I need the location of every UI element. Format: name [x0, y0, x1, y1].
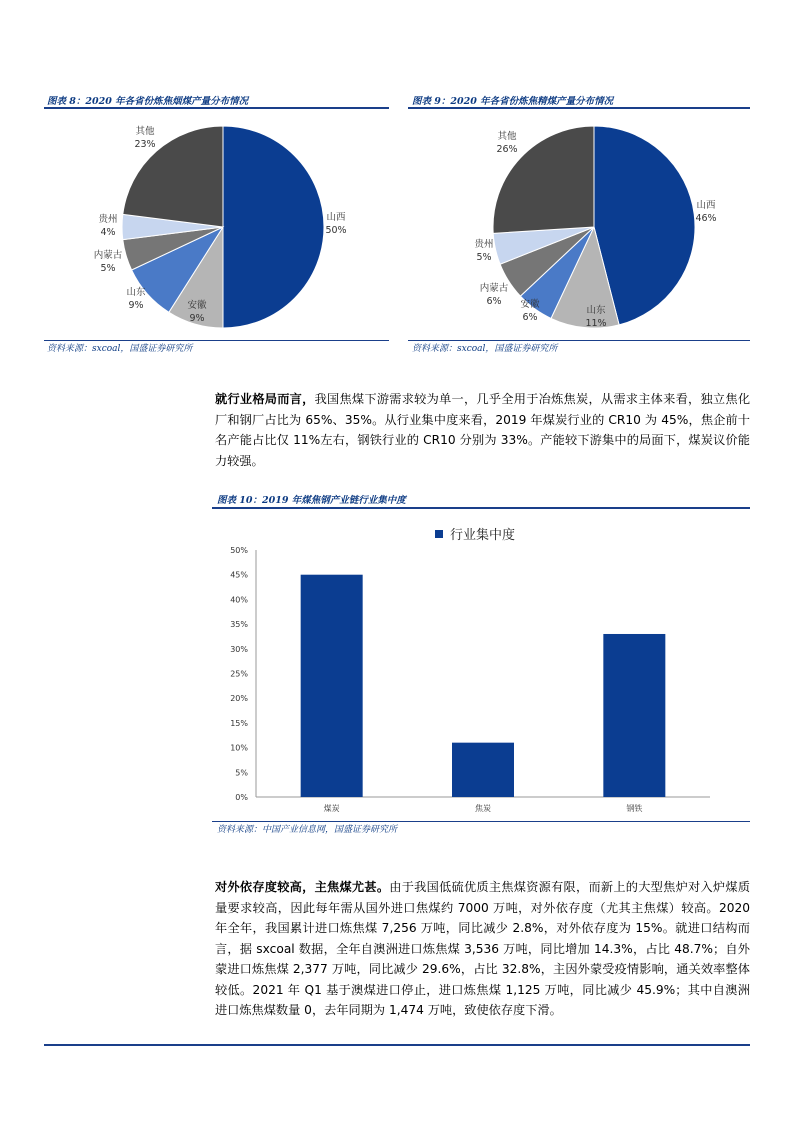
pie-slice-name-label: 内蒙古	[93, 250, 123, 261]
pie-slice	[223, 126, 324, 328]
figure-8-top-rule	[44, 107, 389, 109]
pie-slice-name-label: 其他	[135, 126, 155, 137]
y-tick-label: 25%	[230, 669, 248, 679]
y-tick-label: 15%	[230, 718, 248, 728]
y-tick-label: 0%	[235, 793, 248, 802]
pie-slice-name-label: 山西	[696, 200, 716, 211]
pie-slice-name-label: 贵州	[474, 239, 494, 250]
figure-9-title: 图表 9：2020 年各省份炼焦精煤产量分布情况	[412, 96, 614, 107]
pie-slice	[493, 126, 594, 233]
bar	[301, 575, 363, 797]
y-tick-label: 45%	[230, 570, 248, 580]
figure-9-top-rule	[408, 107, 750, 109]
paragraph-import-dependence	[215, 877, 750, 1021]
pie-slice-value-label: 6%	[522, 312, 538, 323]
pie-slice-value-label: 23%	[134, 139, 156, 150]
pie-chart-2	[408, 110, 750, 340]
pie-slice-name-label: 山西	[326, 212, 346, 223]
pie-slice-value-label: 9%	[128, 300, 144, 311]
pie-slice-name-label: 山东	[126, 287, 146, 298]
pie-slice-name-label: 安徽	[520, 299, 540, 310]
pie-slice-name-label: 山东	[586, 305, 606, 316]
y-tick-label: 30%	[230, 644, 248, 654]
pie-slice-name-label: 安徽	[187, 300, 207, 311]
pie-slice-value-label: 6%	[486, 296, 502, 307]
footer-rule	[44, 1044, 750, 1046]
x-tick-label: 焦炭	[475, 804, 491, 813]
figure-10-title: 图表 10：2019 年煤焦钢产业链行业集中度	[217, 495, 406, 506]
pie-chart-1	[44, 110, 389, 340]
pie-slice-name-label: 贵州	[98, 214, 118, 225]
pie-slice-value-label: 26%	[496, 144, 518, 155]
figure-9-source: 资料来源：sxcoal，国盛证券研究所	[412, 344, 558, 354]
y-tick-label: 10%	[230, 743, 248, 753]
figure-10-source: 资料来源：中国产业信息网，国盛证券研究所	[217, 825, 398, 835]
x-tick-label: 煤炭	[323, 804, 340, 813]
bar	[603, 634, 665, 797]
y-tick-label: 35%	[230, 620, 248, 630]
y-tick-label: 5%	[235, 768, 248, 778]
pie-slice-value-label: 11%	[585, 318, 607, 329]
pie-slice-name-label: 其他	[497, 131, 517, 142]
figure-10-top-rule	[212, 507, 750, 509]
legend-swatch	[435, 530, 443, 538]
figure-8-source: 资料来源：sxcoal，国盛证券研究所	[47, 344, 193, 354]
legend-label: 行业集中度	[450, 528, 516, 543]
y-tick-label: 20%	[230, 694, 248, 704]
pie-slice-value-label: 5%	[100, 263, 116, 274]
bar	[452, 743, 514, 797]
pie-slice-name-label: 内蒙古	[479, 283, 509, 294]
paragraph-2-body: 由于我国低硫优质主焦煤资源有限，而新上的大型焦炉对入炉煤质量要求较高，因此每年需从国外进口焦煤约 7000 万吨，对外依存度（尤其主焦煤）较高。2020 年全年，我国累计进口炼焦煤 7,256 万吨，同比减少 2.8%，对外依存度为 15%。就进口结构而言，据 sxcoal 数据，全年自澳洲进口炼焦煤 3,536 万吨，同比增加 14.3%，占比 48.7%；自外蒙进口炼焦煤 2,377 万吨，同比减少 29.6%，占比 32.8%，主因外蒙受疫情影响，通关效率整体较低。2021 年 Q1 基于澳煤进口停止，进口炼焦煤 1,125 万吨，同比减少 45.9%；其中自澳洲进口炼焦煤数量 0，去年同期为 1,474 万吨，致使依存度下滑。	[215, 880, 751, 1017]
paragraph-2-lead: 对外依存度较高，主焦煤尤甚。	[215, 880, 390, 894]
pie-slice-value-label: 5%	[476, 252, 492, 263]
pie-slice-value-label: 4%	[100, 227, 116, 238]
paragraph-1-body: 我国焦煤下游需求较为单一，几乎全用于冶炼焦炭，从需求主体来看，独立焦化厂和钢厂占比为 65%、35%。从行业集中度来看，2019 年煤炭行业的 CR10 为 45%，焦企前十名产能占比仅 11%左右，钢铁行业的 CR10 分别为 33%。产能较下游集中的局面下，煤炭议价能力较强。	[215, 392, 751, 468]
pie-slice-value-label: 9%	[189, 313, 205, 324]
pie-slice-value-label: 46%	[695, 213, 717, 224]
paragraph-industry-structure	[215, 389, 750, 471]
pie-slice-value-label: 50%	[325, 225, 347, 236]
y-tick-label: 50%	[230, 546, 248, 555]
y-tick-label: 40%	[230, 595, 248, 605]
x-tick-label: 钢铁	[626, 804, 643, 813]
figure-8-title: 图表 8：2020 年各省份炼焦烟煤产量分布情况	[47, 96, 249, 107]
paragraph-1-lead: 就行业格局而言，	[215, 392, 315, 406]
bar-chart	[212, 512, 750, 820]
